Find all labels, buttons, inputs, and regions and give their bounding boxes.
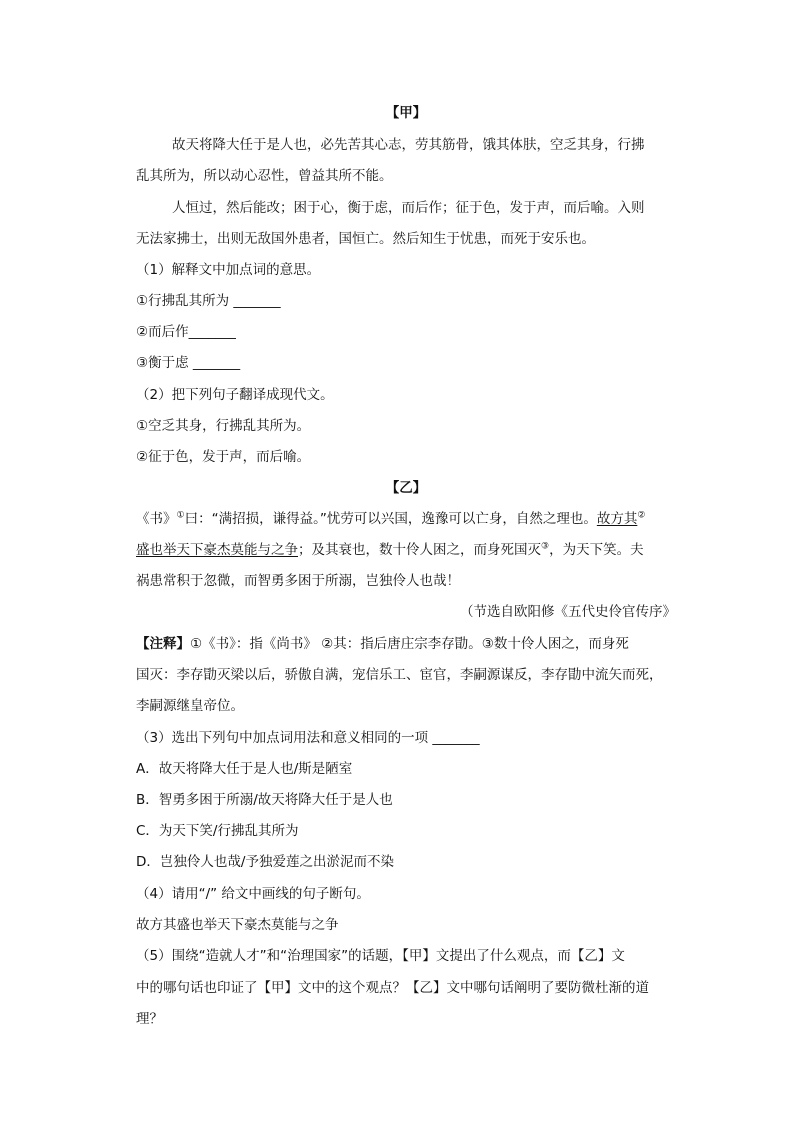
book-title: 《书》 <box>136 511 177 527</box>
passage-b-line-2 <box>136 540 676 560</box>
underlined-sentence: 盛也举天下豪杰莫能与之争 <box>136 542 298 558</box>
passage-b-heading: 【乙】 <box>385 480 427 496</box>
passage-b-text: ；及其衰也，数十伶人困之，而身死国灭 <box>298 542 541 558</box>
passage-b-line-3: 祸患常积于忽微，而智勇多困于所溺，岂独伶人也哉！ <box>136 573 460 589</box>
passage-a-line: 无法家拂士，出则无敌国外患者，国恒亡。然后知生于忧患，而死于安乐也。 <box>136 231 595 247</box>
notes-text: ①《书》：指《尚书》 ②其：指后唐庄宗李存勖。③数十伶人困之，而身死 <box>190 636 629 652</box>
notes-label: 【注释】 <box>136 636 190 652</box>
question-5-line: （5）围绕“造就人才”和“治理国家”的话题，【甲】文提出了什么观点，而【乙】文 <box>136 948 625 964</box>
question-3-option-b: B．智勇多困于所溺/故天将降大任于是人也 <box>136 792 393 808</box>
question-3-option-a: A．故天将降大任于是人也/斯是陋室 <box>136 761 353 777</box>
passage-a-line: 故天将降大任于是人也，必先苦其心志，劳其筋骨，饿其体肤，空乏其身，行拂 <box>172 137 645 153</box>
notes-line-1 <box>136 634 676 654</box>
question-2-item: ②征于色，发于声，而后喻。 <box>136 449 311 465</box>
question-4-title: （4）请用“/” 给文中画线的句子断句。 <box>136 886 370 902</box>
passage-a-heading: 【甲】 <box>385 105 427 121</box>
question-5-line: 理？ <box>136 1011 163 1027</box>
question-3-title: （3）选出下列句中加点词用法和意义相同的一项 _______ <box>136 730 480 746</box>
question-4-sentence: 故方其盛也举天下豪杰莫能与之争 <box>136 917 339 933</box>
notes-line: 李嗣源继皇帝位。 <box>136 698 244 714</box>
question-1-item: ②而后作_______ <box>136 324 236 340</box>
question-3-option-d: D．岂独伶人也哉/予独爱莲之出淤泥而不染 <box>136 854 394 870</box>
notes-line: 国灭：李存勖灭梁以后，骄傲自满，宠信乐工、宦官，李嗣源谋反，李存勖中流矢而死， <box>136 667 663 683</box>
question-1-title: （1）解释文中加点词的意思。 <box>136 262 321 278</box>
passage-b-source: （节选自欧阳修《五代史伶官传序》 <box>460 604 676 620</box>
question-1-item: ①行拂乱其所为 _______ <box>136 293 281 309</box>
passage-b-line-1 <box>136 509 676 529</box>
question-1-item: ③衡于虑 _______ <box>136 355 241 371</box>
question-5-line: 中的哪句话也印证了【甲】文中的这个观点？【乙】文中哪句话阐明了要防微杜渐的道 <box>136 980 649 996</box>
passage-a-line: 人恒过，然后能改；困于心，衡于虑，而后作；征于色，发于声，而后喻。入则 <box>172 200 645 216</box>
passage-b-text: 曰：“满招损，谦得益。”忧劳可以兴国，逸豫可以亡身，自然之理也。 <box>184 511 597 527</box>
passage-a-line: 乱其所为，所以动心忍性，曾益其所不能。 <box>136 168 393 184</box>
question-2-title: （2）把下列句子翻译成现代文。 <box>136 387 334 403</box>
question-3-option-c: C．为天下笑/行拂乱其所为 <box>136 823 299 839</box>
footnote-marker: ② <box>637 510 646 521</box>
underlined-sentence: 故方其 <box>596 511 638 527</box>
footnote-marker: ① <box>176 510 185 521</box>
footnote-marker: ③ <box>541 541 550 552</box>
passage-b-text: ，为天下笑。夫 <box>549 542 644 558</box>
question-2-item: ①空乏其身，行拂乱其所为。 <box>136 418 311 434</box>
